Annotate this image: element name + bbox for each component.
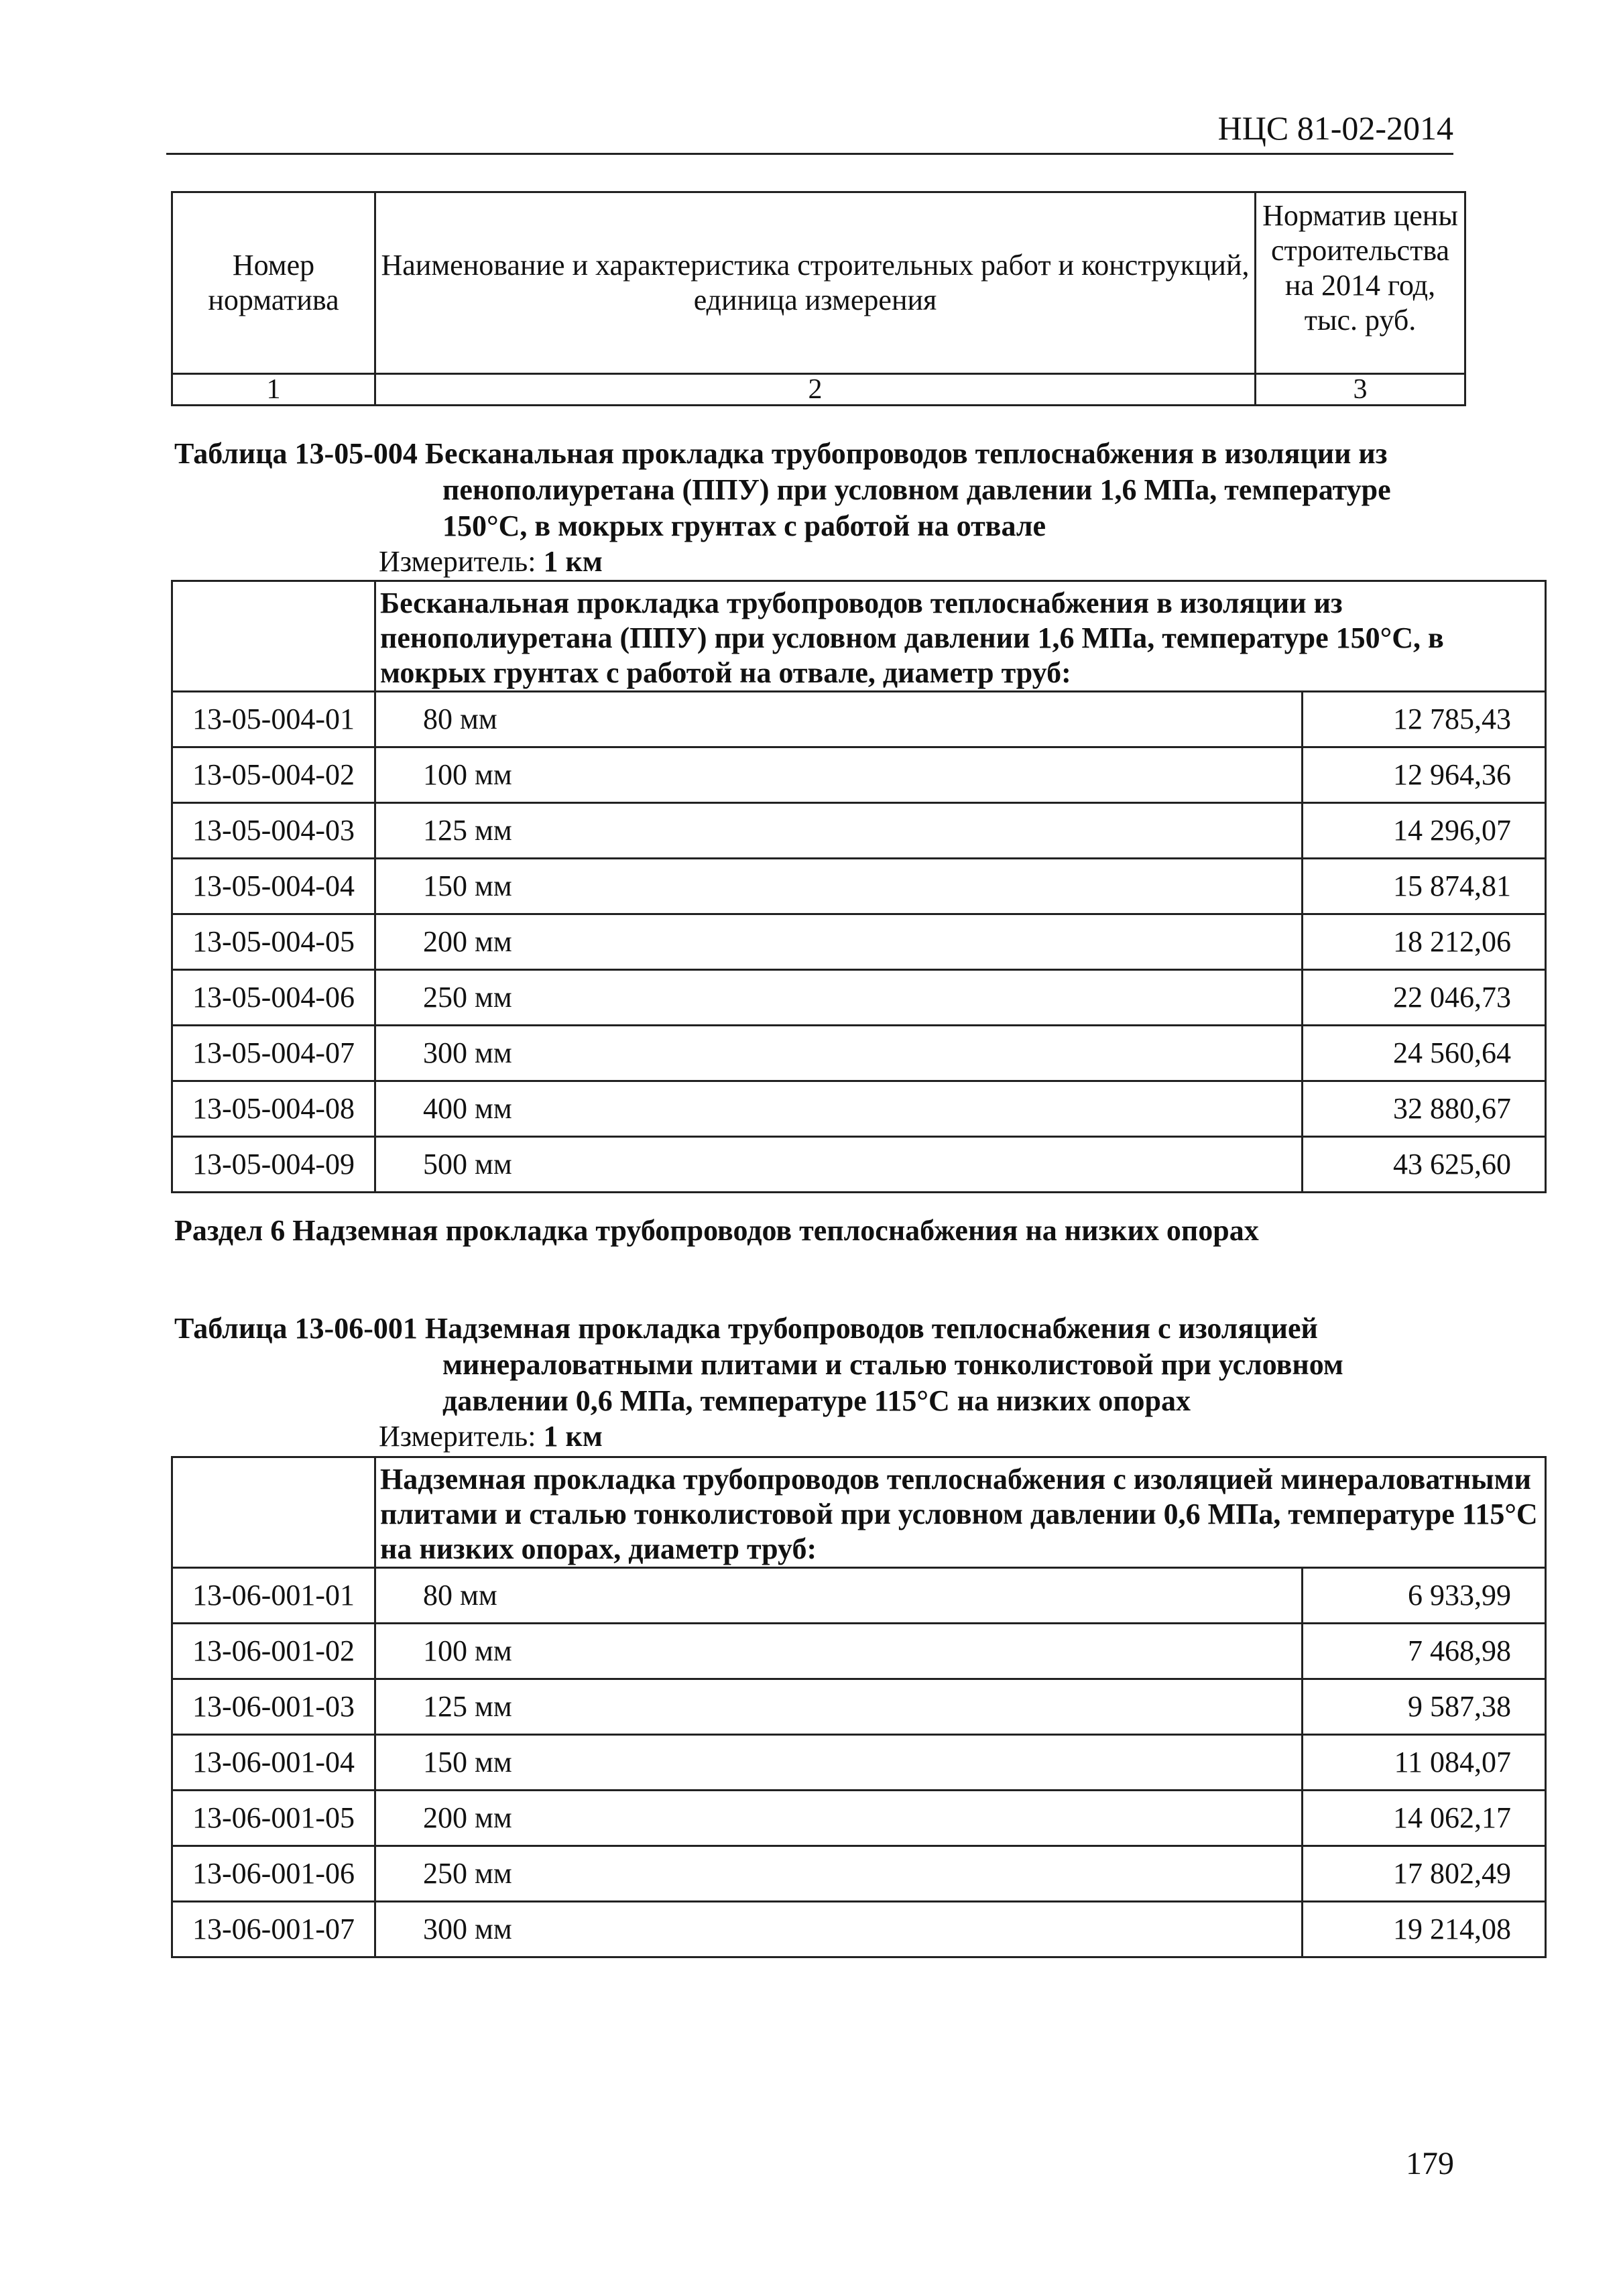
row-code: 13-05-004-05 — [172, 914, 375, 970]
table1-meter-value: 1 км — [543, 545, 603, 578]
table1-title — [174, 436, 1455, 544]
table2-meter — [379, 1419, 603, 1453]
row-name: 150 мм — [375, 859, 1303, 914]
row-price: 9 587,38 — [1303, 1679, 1546, 1735]
page-number: 179 — [1406, 2146, 1454, 2181]
table2-meter-label: Измеритель: — [379, 1420, 536, 1453]
table2-title — [174, 1311, 1455, 1419]
table-row — [172, 1137, 1546, 1193]
row-price: 12 964,36 — [1303, 747, 1546, 803]
row-name: 250 мм — [375, 970, 1303, 1026]
table-row — [172, 747, 1546, 803]
row-price: 18 212,06 — [1303, 914, 1546, 970]
row-code: 13-05-004-01 — [172, 692, 375, 747]
table1 — [171, 580, 1547, 1193]
row-price: 22 046,73 — [1303, 970, 1546, 1026]
row-code: 13-06-001-05 — [172, 1791, 375, 1846]
table-row — [172, 1568, 1546, 1624]
row-price: 14 296,07 — [1303, 803, 1546, 859]
row-code: 13-05-004-02 — [172, 747, 375, 803]
row-code: 13-05-004-04 — [172, 859, 375, 914]
row-name: 150 мм — [375, 1735, 1303, 1791]
row-name: 125 мм — [375, 803, 1303, 859]
table-row — [172, 970, 1546, 1026]
table-row — [172, 859, 1546, 914]
row-name: 300 мм — [375, 1902, 1303, 1957]
row-name: 200 мм — [375, 1791, 1303, 1846]
row-code: 13-05-004-07 — [172, 1026, 375, 1081]
column-index-2: 2 — [375, 374, 1256, 406]
table1-desc-empty-cell — [172, 581, 375, 692]
table-row — [172, 1735, 1546, 1791]
document-code: НЦС 81-02-2014 — [1217, 109, 1453, 147]
table2-description: Надземная прокладка трубопроводов теплоснабжения с изоляцией минераловатными плитами и сталью тонколистовой при условном давлении 0,6 МПа, температуре 115°C на низких опорах, диаметр труб: — [375, 1457, 1546, 1568]
table-row — [172, 1624, 1546, 1679]
table-row — [172, 1026, 1546, 1081]
row-name: 100 мм — [375, 747, 1303, 803]
row-code: 13-05-004-06 — [172, 970, 375, 1026]
row-name: 80 мм — [375, 1568, 1303, 1624]
row-price: 19 214,08 — [1303, 1902, 1546, 1957]
column-header-price: Норматив цены строительства на 2014 год, тыс. руб. — [1256, 192, 1465, 374]
row-price: 43 625,60 — [1303, 1137, 1546, 1193]
row-name: 200 мм — [375, 914, 1303, 970]
table1-title-lead: Таблица 13-05-004 Бесканальная прокладка трубопроводов теплоснабжения в изоляции из — [174, 437, 1388, 470]
column-header-table — [171, 191, 1466, 406]
row-price: 14 062,17 — [1303, 1791, 1546, 1846]
row-price: 7 468,98 — [1303, 1624, 1546, 1679]
row-price: 32 880,67 — [1303, 1081, 1546, 1137]
row-price: 24 560,64 — [1303, 1026, 1546, 1081]
table-row — [172, 692, 1546, 747]
table2-title-lead: Таблица 13-06-001 Надземная прокладка трубопроводов теплоснабжения с изоляцией — [174, 1312, 1318, 1345]
page-header — [166, 107, 1453, 155]
table1-meter — [379, 544, 603, 579]
row-name: 80 мм — [375, 692, 1303, 747]
column-header-name: Наименование и характеристика строительных работ и конструкций, единица измерения — [375, 192, 1256, 374]
table2 — [171, 1456, 1547, 1958]
table1-description: Бесканальная прокладка трубопроводов теплоснабжения в изоляции из пенополиуретана (ППУ) при условном давлении 1,6 МПа, температуре 150°C, в мокрых грунтах с работой на отвале, диаметр труб: — [375, 581, 1546, 692]
row-price: 17 802,49 — [1303, 1846, 1546, 1902]
column-index-1: 1 — [172, 374, 375, 406]
table2-title-rest: минераловатными плитами и сталью тонколистовой при условном давлении 0,6 МПа, температуре 115°C на низких опорах — [442, 1348, 1343, 1417]
table-row — [172, 1679, 1546, 1735]
row-name: 400 мм — [375, 1081, 1303, 1137]
row-name: 250 мм — [375, 1846, 1303, 1902]
row-price: 6 933,99 — [1303, 1568, 1546, 1624]
row-price: 12 785,43 — [1303, 692, 1546, 747]
table-row — [172, 914, 1546, 970]
row-code: 13-06-001-04 — [172, 1735, 375, 1791]
row-code: 13-05-004-03 — [172, 803, 375, 859]
row-name: 300 мм — [375, 1026, 1303, 1081]
table1-title-rest: пенополиуретана (ППУ) при условном давлении 1,6 МПа, температуре 150°C, в мокрых грунтах с работой на отвале — [442, 473, 1391, 542]
row-price: 11 084,07 — [1303, 1735, 1546, 1791]
table2-desc-empty-cell — [172, 1457, 375, 1568]
row-code: 13-05-004-08 — [172, 1081, 375, 1137]
row-code: 13-06-001-03 — [172, 1679, 375, 1735]
row-code: 13-06-001-02 — [172, 1624, 375, 1679]
column-header-number: Номер норматива — [172, 192, 375, 374]
table-row — [172, 1081, 1546, 1137]
row-code: 13-06-001-01 — [172, 1568, 375, 1624]
row-code: 13-05-004-09 — [172, 1137, 375, 1193]
column-index-3: 3 — [1256, 374, 1465, 406]
section-title: Раздел 6 Надземная прокладка трубопроводов теплоснабжения на низких опорах — [174, 1214, 1259, 1247]
table1-meter-label: Измеритель: — [379, 545, 536, 578]
table-row — [172, 1846, 1546, 1902]
table-row — [172, 1902, 1546, 1957]
row-name: 125 мм — [375, 1679, 1303, 1735]
row-code: 13-06-001-07 — [172, 1902, 375, 1957]
table-row — [172, 1791, 1546, 1846]
row-name: 100 мм — [375, 1624, 1303, 1679]
row-name: 500 мм — [375, 1137, 1303, 1193]
row-code: 13-06-001-06 — [172, 1846, 375, 1902]
row-price: 15 874,81 — [1303, 859, 1546, 914]
table-row — [172, 803, 1546, 859]
table2-meter-value: 1 км — [543, 1420, 603, 1453]
